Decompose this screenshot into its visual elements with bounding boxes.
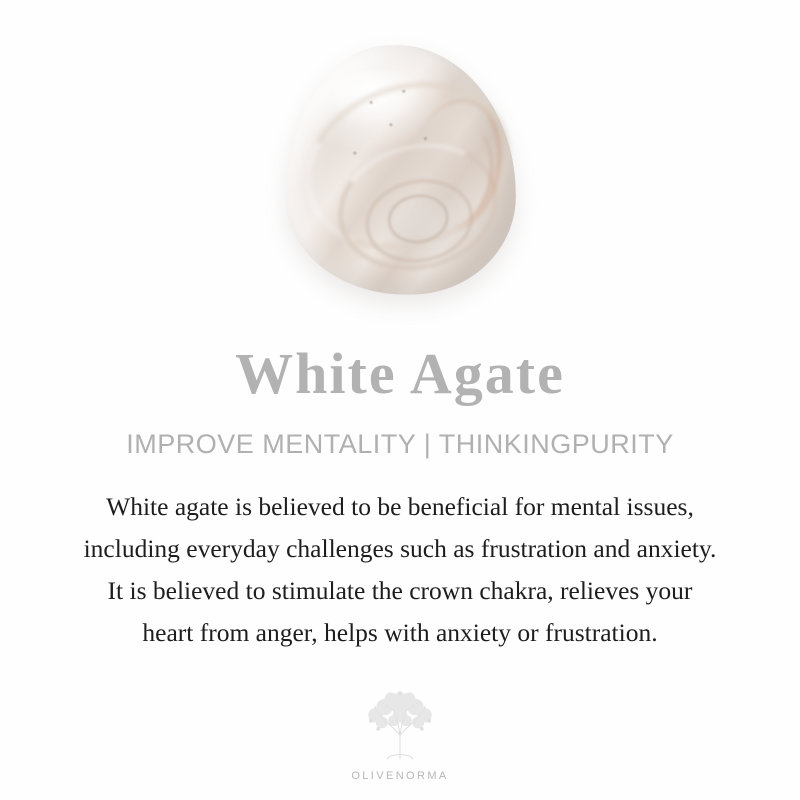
description-line: White agate is believed to be beneficial for mental issues, — [106, 491, 694, 521]
product-description — [20, 486, 780, 654]
stone-vein — [417, 122, 503, 234]
stone-image-area — [0, 0, 800, 330]
brand-logo — [0, 688, 800, 782]
stone-band — [324, 127, 511, 287]
stone-speck — [353, 152, 356, 155]
stone-speck — [389, 123, 392, 126]
stone-band — [359, 170, 481, 271]
description-line: heart from anger, helps with anxiety or frustration. — [142, 618, 658, 648]
brand-name: OLIVENORMA — [351, 770, 449, 782]
description-line: including everyday challenges such as frustration and anxiety. — [83, 533, 717, 563]
stone-band — [385, 190, 452, 247]
stone-speck — [402, 90, 405, 93]
tree-of-life-icon — [354, 688, 446, 766]
stone-speck — [424, 137, 427, 140]
description-line: It is believed to stimulate the crown chakra, relieves your — [107, 576, 693, 606]
product-subtitle: IMPROVE MENTALITY | THINKINGPURITY — [126, 428, 674, 459]
page-title: White Agate — [235, 341, 565, 406]
stone-highlight — [332, 69, 426, 127]
stone-vein — [402, 91, 512, 238]
white-agate-stone-image — [281, 41, 520, 299]
